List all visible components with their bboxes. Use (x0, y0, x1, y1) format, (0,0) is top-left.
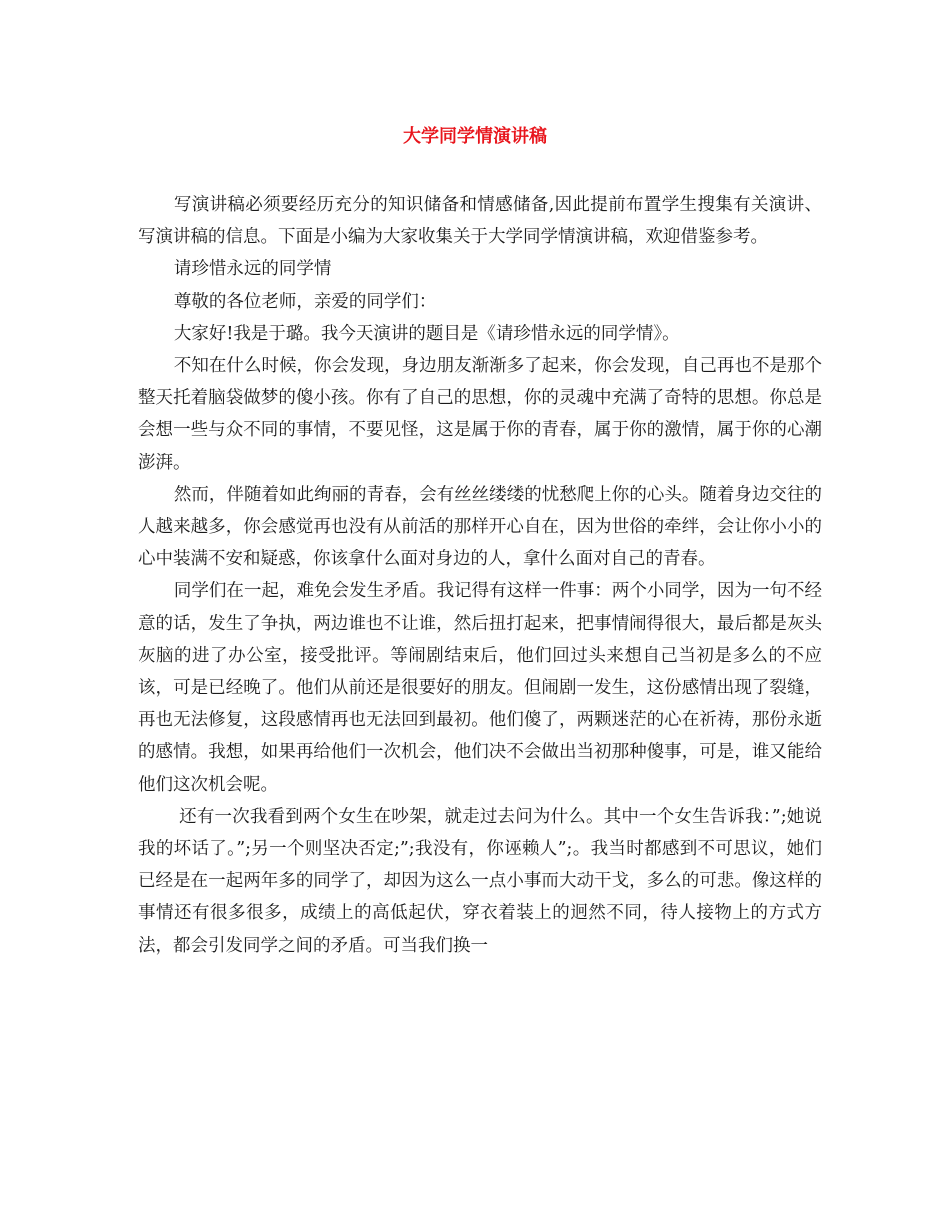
paragraph-salutation: 尊敬的各位老师，亲爱的同学们： (173, 291, 437, 312)
document-title: 大学同学情演讲稿 (403, 126, 547, 147)
paragraph-body-2: 然而，伴随着如此绚丽的青春，会有丝丝缕缕的忧愁爬上你的心头。随着身边交往的人越来越多，你会感觉再也没有从前活的那样开心自在，因为世俗的牵绊，会让你小小的心中装满不安和疑惑，你该拿什么面对身边的人，拿什么面对自己的青春。 (138, 484, 822, 570)
paragraph-body-3: 同学们在一起，难免会发生矛盾。我记得有这样一件事：两个小同学，因为一句不经意的话，发生了争执，两边谁也不让谁，然后扭打起来，把事情闹得很大，最后都是灰头灰脑的进了办公室，接受批评。等闹剧结束后，他们回过头来想自己当初是多么的不应该，可是已经晚了。他们从前还是很要好的朋友。但闹剧一发生，这份感情出现了裂缝，再也无法修复，这段感情再也无法回到最初。他们傻了，两颗迷茫的心在祈祷，那份永逝的感情。我想，如果再给他们一次机会，他们决不会做出当初那种傻事，可是，谁又能给他们这次机会呢。 (138, 581, 822, 795)
paragraph-greeting: 大家好!我是于璐。我今天演讲的题目是《请珍惜永远的同学情》。 (173, 323, 680, 344)
paragraph-intro: 写演讲稿必须要经历充分的知识储备和情感储备,因此提前布置学生搜集有关演讲、写演讲稿的信息。下面是小编为大家收集关于大学同学情演讲稿，欢迎借鉴参考。 (138, 195, 822, 248)
document-body (138, 189, 822, 962)
paragraph-body-1: 不知在什么时候，你会发现，身边朋友渐渐多了起来，你会发现，自己再也不是那个整天托着脑袋做梦的傻小孩。你有了自己的思想，你的灵魂中充满了奇特的思想。你总是会想一些与众不同的事情，不要见怪，这是属于你的青春，属于你的激情，属于你的心潮澎湃。 (138, 356, 822, 473)
paragraph-body-4: 还有一次我看到两个女生在吵架，就走过去问为什么。其中一个女生告诉我：”;她说我的坏话了。”;另一个则坚决否定;”;我没有，你诬赖人”;。我当时都感到不可思议，她们已经是在一起两年多的同学了，却因为这么一点小事而大动干戈，多么的可悲。像这样的事情还有很多很多，成绩上的高低起伏，穿衣着装上的迥然不同，待人接物上的方式方法，都会引发同学之间的矛盾。可当我们换一 (138, 806, 822, 956)
paragraph-speech-title: 请珍惜永远的同学情 (173, 259, 332, 280)
